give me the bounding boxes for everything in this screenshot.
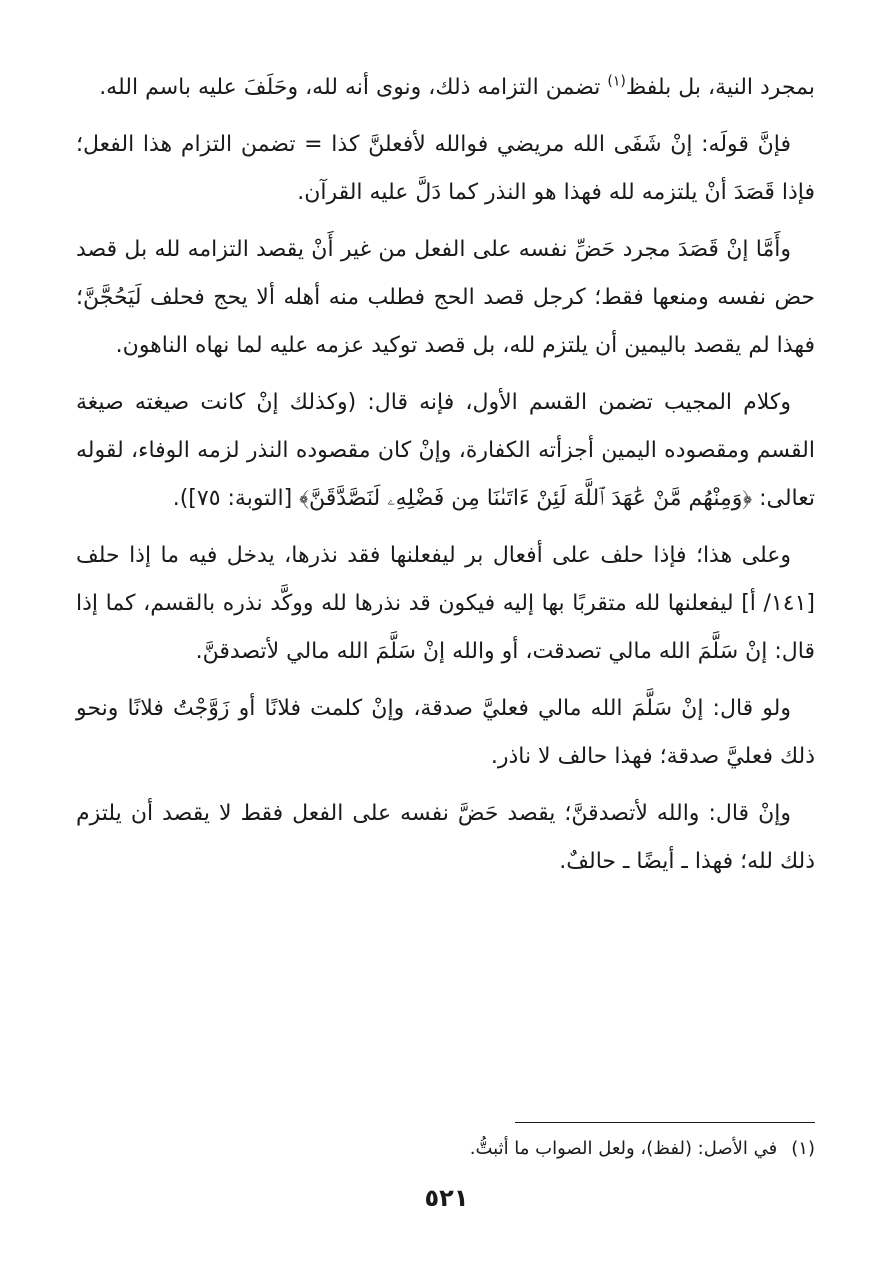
paragraph-2: فإنَّ قولَه: إنْ شَفَى الله مريضي فوالله لأفعلنَّ كذا = تضمن التزام هذا الفعل؛ فإذا قَصَدَ أنْ يلتزمه لله فهذا هو النذر كما دَلَّ عليه القرآن.	[76, 132, 815, 205]
footnote-reference[interactable]: (١)	[607, 73, 626, 90]
paragraph-1	[76, 64, 815, 112]
paragraph-4: وكلام المجيب تضمن القسم الأول، فإنه قال: (وكذلك إنْ كانت صيغته صيغة القسم ومقصوده اليمين أجزأته الكفارة، وإنْ كان مقصوده النذر لزمه الوفاء، لقوله تعالى: ﴿وَمِنْهُم مَّنْ عَٰهَدَ ٱللَّهَ لَئِنْ ءَاتَىٰنَا مِن فَضْلِهِۦ لَنَصَّدَّقَنَّ﴾ [التوبة: ٧٥]).	[76, 390, 815, 511]
footnote-text: في الأصل: (لفظ)، ولعل الصواب ما أثبتُّ.	[469, 1138, 778, 1159]
footnote	[76, 1134, 815, 1164]
page-body	[76, 64, 815, 895]
paragraph-7: وإنْ قال: والله لأتصدقنَّ؛ يقصد حَضَّ نفسه على الفعل فقط لا يقصد أن يلتزم ذلك لله؛ فهذا ـ أيضًا ـ حالفٌ.	[76, 801, 815, 874]
paragraph-1-text-end: تضمن التزامه ذلك، ونوى أنه لله، وحَلَفَ عليه باسم الله.	[99, 75, 608, 100]
paragraph-6: ولو قال: إنْ سَلَّمَ الله مالي فعليَّ صدقة، وإنْ كلمت فلانًا أو زَوَّجْتُ فلانًا ونحو ذلك فعليَّ صدقة؛ فهذا حالف لا ناذر.	[76, 696, 815, 769]
footnote-number: (١)	[791, 1138, 815, 1159]
page-number: ٥٢١	[424, 1184, 469, 1212]
paragraph-5: وعلى هذا؛ فإذا حلف على أفعال بر ليفعلنها فقد نذرها، يدخل فيه ما إذا حلف [١٤١/ أ] ليفعلنها لله متقربًا بها إليه فيكون قد نذرها لله ووكَّد نذره بالقسم، كما إذا قال: إنْ سَلَّمَ الله مالي تصدقت، أو والله إنْ سَلَّمَ الله مالي لأتصدقنَّ.	[76, 543, 815, 664]
paragraph-3: وأَمَّا إنْ قَصَدَ مجرد حَضِّ نفسه على الفعل من غير أَنْ يقصد التزامه لله بل قصد حض نفسه ومنعها فقط؛ كرجل قصد الحج فطلب منه أهله ألا يحج فحلف لَيَحُجَّنَّ؛ فهذا لم يقصد باليمين أن يلتزم لله، بل قصد توكيد عزمه عليه لما نهاه الناهون.	[76, 237, 815, 358]
footnote-separator	[515, 1122, 815, 1123]
paragraph-1-text-start: بمجرد النية، بل بلفظ	[625, 75, 815, 100]
